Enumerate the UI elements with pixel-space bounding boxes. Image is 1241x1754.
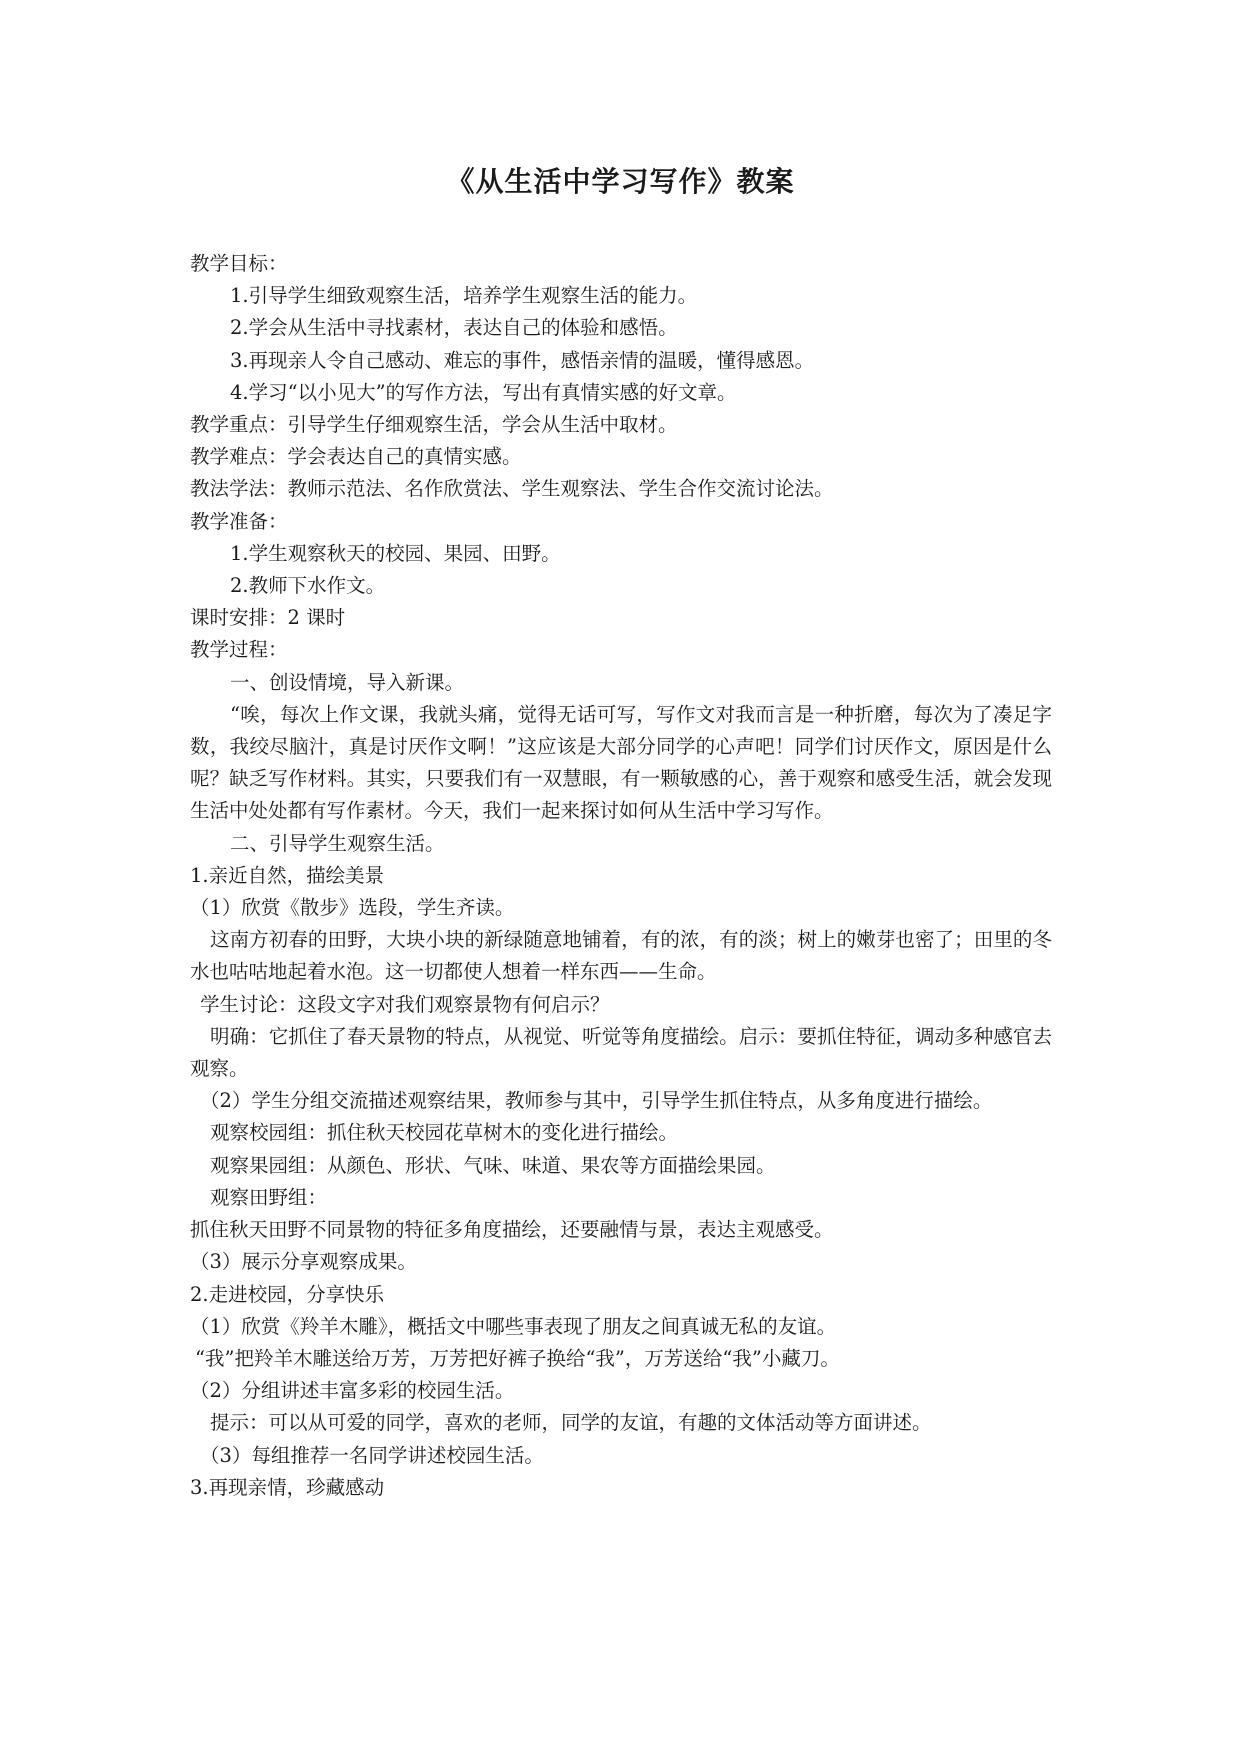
paragraph: 课时安排：2 课时 (190, 606, 346, 630)
paragraph: 1.亲近自然，描绘美景 (190, 863, 385, 887)
paragraph: 3.再现亲情，珍藏感动 (190, 1475, 385, 1499)
paragraph: 学生讨论：这段文字对我们观察景物有何启示？ (200, 992, 610, 1016)
paragraph: 观察校园组：抓住秋天校园花草树木的变化进行描绘。 (210, 1121, 679, 1145)
paragraph: 教学目标： (190, 252, 288, 275)
paragraph: 观察果园组：从颜色、形状、气味、味道、果农等方面描绘果园。 (210, 1153, 776, 1177)
paragraph: 一、创设情境，导入新课。 (230, 670, 465, 694)
paragraph: （2）学生分组交流描述观察结果，教师参与其中，引导学生抓住特点，从多角度进行描绘。 (200, 1089, 993, 1113)
paragraph: （3）每组推荐一名同学讲述校园生活。 (200, 1443, 544, 1467)
paragraph: 明确：它抓住了春天景物的特点，从视觉、听觉等角度描绘。启示：要抓住特征，调动多种感官去观察。 (190, 1024, 1052, 1081)
paragraph: 教学过程： (190, 638, 288, 662)
paragraph: 4.学习“以小见大”的写作方法，写出有真情实感的好文章。 (230, 380, 737, 404)
paragraph: “唉，每次上作文课，我就头痛，觉得无话可写，写作文对我而言是一种折磨，每次为了凑足字数，我绞尽脑汁，真是讨厌作文啊！”这应该是大部分同学的心声吧！同学们讨厌作文，原因是什么呢？缺乏写作材料。其实，只要我们有一双慧眼，有一颗敏感的心，善于观察和感受生活，就会发现生活中处处都有写作素材。今天，我们一起来探讨如何从生活中学习写作。 (190, 702, 1052, 823)
paragraph: （1）欣赏《羚羊木雕》，概括文中哪些事表现了朋友之间真诚无私的友谊。 (190, 1314, 837, 1338)
paragraph: 1.引导学生细致观察生活，培养学生观察生活的能力。 (230, 284, 698, 308)
paragraph: 教学重点：引导学生仔细观察生活，学会从生活中取材。 (190, 413, 678, 437)
paragraph: 教学准备： (190, 509, 288, 533)
paragraph: 教学难点：学会表达自己的真情实感。 (190, 445, 522, 469)
paragraph: 观察田野组： (210, 1185, 328, 1209)
paragraph: 抓住秋天田野不同景物的特征多角度描绘，还要融情与景，表达主观感受。 (190, 1218, 834, 1242)
paragraph: （1）欣赏《散步》选段，学生齐读。 (190, 896, 515, 920)
paragraph: 2.学会从生活中寻找素材，表达自己的体验和感悟。 (230, 316, 678, 340)
paragraph: （2）分组讲述丰富多彩的校园生活。 (190, 1379, 515, 1403)
paragraph: 这南方初春的田野，大块小块的新绿随意地铺着，有的浓，有的淡；树上的嫩芽也密了；田里的冬水也咕咕地起着水泡。这一切都使人想着一样东西——生命。 (190, 928, 1052, 984)
paragraph: 3.再现亲人令自己感动、难忘的事件，感悟亲情的温暖，懂得感恩。 (230, 348, 815, 372)
paragraph: 提示：可以从可爱的同学，喜欢的老师，同学的友谊，有趣的文体活动等方面讲述。 (210, 1411, 932, 1435)
document-body (190, 248, 1052, 1504)
paragraph: 教法学法：教师示范法、名作欣赏法、学生观察法、学生合作交流讨论法。 (190, 477, 834, 501)
paragraph: 2.走进校园，分享快乐 (190, 1282, 385, 1306)
paragraph: （3）展示分享观察成果。 (190, 1250, 417, 1274)
paragraph: 二、引导学生观察生活。 (230, 831, 445, 855)
paragraph: “我”把羚羊木雕送给万芳，万芳把好裤子换给“我”，万芳送给“我”小藏刀。 (195, 1346, 840, 1370)
paragraph: 1.学生观察秋天的校园、果园、田野。 (230, 541, 561, 565)
paragraph: 2.教师下水作文。 (230, 574, 386, 598)
document-title: 《从生活中学习写作》教案 (446, 165, 795, 198)
